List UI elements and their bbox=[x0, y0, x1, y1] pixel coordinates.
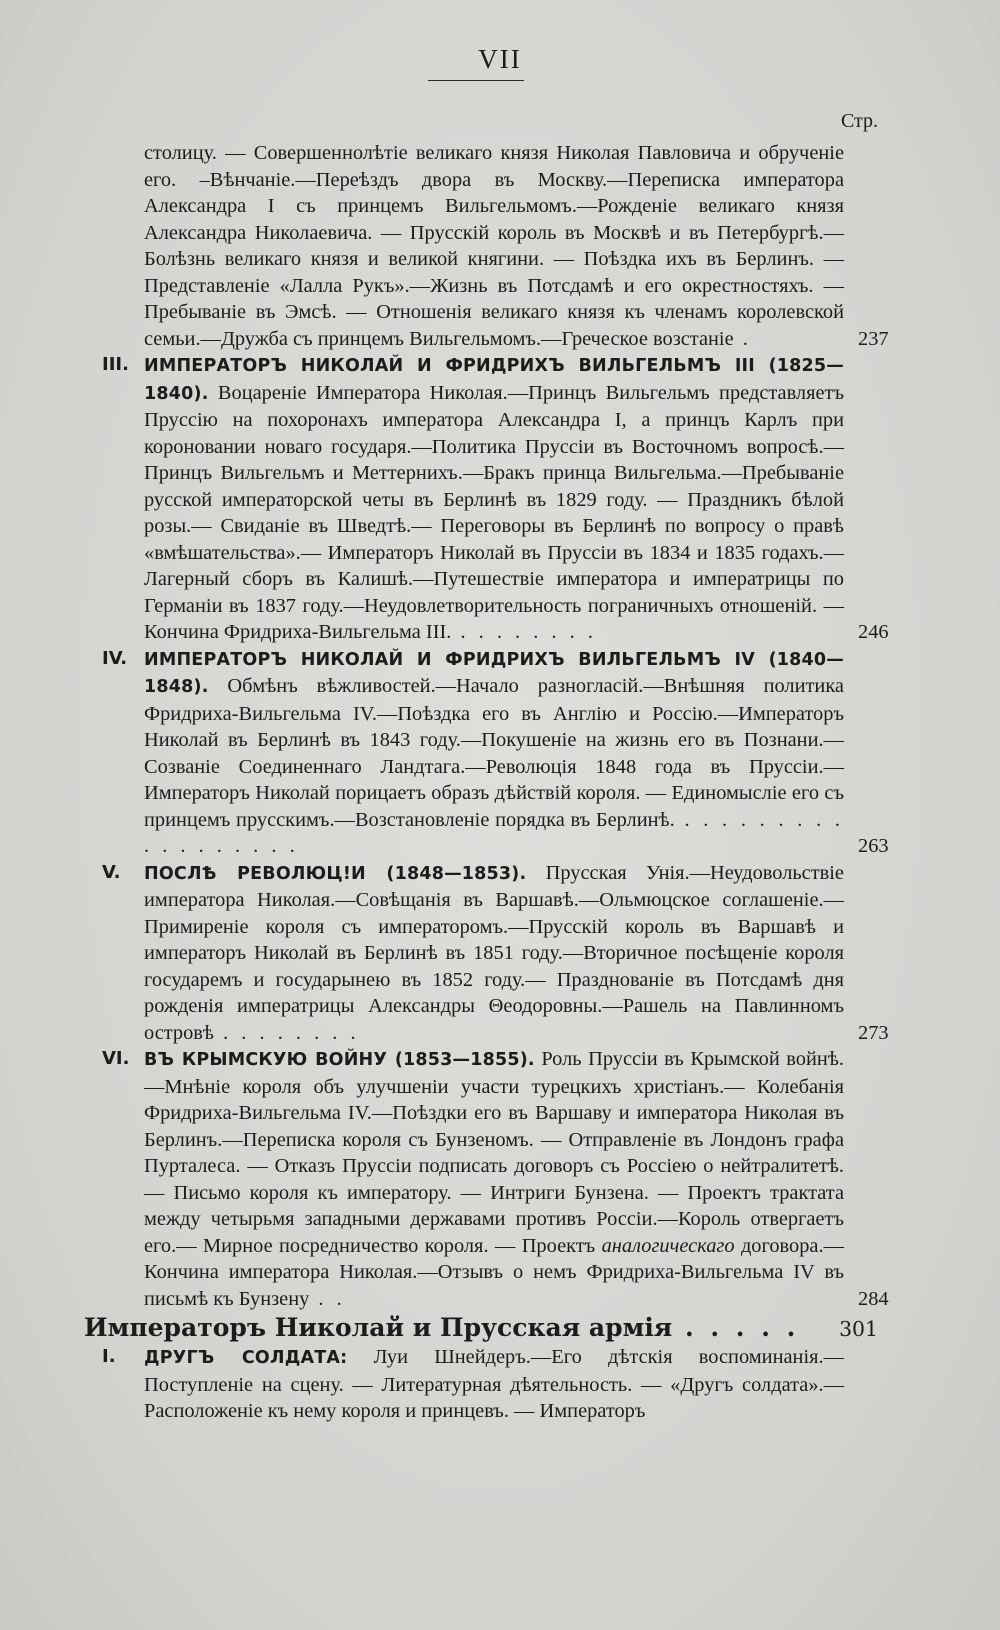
chapter-heading: ИМПЕРАТОРЪ НИКОЛАЙ И ФРИДРИХЪ ВИЛЬГЕЛЬМЪ III (1825—1840). bbox=[144, 356, 844, 404]
page-column-heading: Стр. bbox=[840, 110, 878, 132]
toc-entry bbox=[100, 352, 890, 646]
entry-body: Роль Пруссіи въ Крымской войнѣ.—Мнѣніе короля объ улучшеніи участи турецкихъ христіанъ.— Колебанія Фридриха-Вильгельма IV.—Поѣздки его въ Варшаву и императора Николая въ Берлинъ.—Переписка короля съ Бунзеномъ. — Отправленіе въ Лондонъ графа Пурталеса. — Отказъ Пруссіи подписать договоръ съ Россіею о нейтралитетѣ. — Письмо короля къ императору. — Интриги Бунзена. — Проектъ трактата между четырьмя западными державами противъ Россіи.—Король отвергаетъ его.— Мирное посредничество короля. — Проектъ bbox=[144, 1048, 844, 1257]
dot-leader: . . . . . . . . bbox=[214, 1021, 360, 1044]
entry-body: Прусская Унія.—Неудовольствіе императора Николая.—Совѣщанія въ Варшавѣ.—Ольмюцское соглашеніе.—Примиреніе короля съ императоромъ.—Прусскій король въ Варшавѣ и императоръ Николай въ Берлинѣ въ 1851 году.—Вторичное посѣщеніе короля государемъ и государынею въ 1852 году.— Празднованіе въ Потсдамѣ дня рожденія императрицы Александры Θеодоровны.—Рашель на Павлинномъ островѣ bbox=[144, 861, 844, 1044]
chapter-numeral: IV. bbox=[102, 647, 128, 669]
entry-body: Обмѣнъ вѣжливостей.—Начало разногласій.—Внѣшняя политика Фридриха-Вильгельма IV.—Поѣздка его въ Англію и Россію.—Императоръ Николай въ Берлинѣ въ 1843 году.—Покушеніе на жизнь его въ Познани.—Созваніе Соединеннаго Ландтага.—Революція 1848 года въ Пруссіи.—Императоръ Николай порицаетъ образъ дѣйствій короля. — Единомысліе его съ принцемъ прусскимъ.—Возстановленіе порядка въ Берлинѣ. bbox=[144, 675, 844, 831]
section-title bbox=[84, 1312, 878, 1344]
toc-entry bbox=[100, 860, 890, 1047]
dot-leader: . . . . . . . . bbox=[451, 621, 597, 643]
table-of-contents bbox=[84, 140, 890, 1425]
section-title-text: Императоръ Николай и Прусская армія bbox=[84, 1313, 673, 1342]
page-number: 246 bbox=[858, 621, 889, 643]
entry-text bbox=[144, 1344, 844, 1425]
chapter-numeral: I. bbox=[102, 1346, 116, 1367]
chapter-heading: ВЪ КРЫМСКУЮ ВОЙНУ (1853—1855). bbox=[144, 1050, 535, 1070]
dot-leader: . bbox=[733, 327, 752, 350]
entry-body: Луи Шнейдеръ.—Его дѣтскія воспоминанія.—Поступленіе на сцену. — Литературная дѣятельность. — «Другъ солдата».— Расположеніе къ нему короля и принцевъ. — Императоръ bbox=[144, 1346, 844, 1422]
chapter-heading: ДРУГЪ СОЛДАТА: bbox=[144, 1348, 348, 1368]
dot-leader: . . . . . bbox=[672, 1313, 800, 1342]
entry-text bbox=[144, 140, 889, 352]
entry-body: столицу. — Совершеннолѣтіе великаго князя Николая Павловича и обрученіе его. –Вѣнчаніе.—Переѣздъ двора въ Москву.—Переписка императора Александра I съ принцемъ Вильгельмомъ.—Рожденіе великаго князя Александра Николаевича. — Прусскій король въ Москвѣ и въ Петербургѣ.—Болѣзнь великаго князя и великой княгини. — Поѣздка ихъ въ Берлинъ. — Представленіе «Лалла Рукъ».—Жизнь въ Потсдамѣ и его окрестностяхъ. — Пребываніе въ Эмсѣ. — Отношенія великаго князя къ членамъ королевской семьи.—Дружба съ принцемъ Вильгельмомъ.—Греческое возстаніе bbox=[144, 142, 844, 350]
page-number: 263 bbox=[858, 835, 889, 857]
entry-text bbox=[144, 646, 889, 860]
dot-leader: . . bbox=[309, 1287, 346, 1310]
chapter-numeral: VI. bbox=[102, 1048, 130, 1069]
entry-body: Воцареніе Императора Николая.—Принцъ Вильгельмъ представляетъ Пруссію на похоронахъ императора Александра I, а принцъ Карлъ при короновании новаго государя.—Политика Пруссіи въ Восточномъ вопросѣ.—Принцъ Вильгельмъ и Меттернихъ.—Бракъ принца Вильгельма.—Пребываніе русской императорской четы въ Берлинѣ въ 1829 году. — Праздникъ бѣлой розы.— Свиданіе въ Шведтѣ.— Переговоры въ Берлинѣ по вопросу о правѣ «вмѣшательства».— Императоръ Николай въ Пруссіи въ 1834 и 1835 годахъ.—Лагерный сборъ въ Калишѣ.—Путешествіе императора и императрицы по Германіи въ 1837 году.—Неудовлетворительность пограничныхъ отношеній. — Кончина Фридриха-Вильгельма III. bbox=[144, 381, 844, 643]
chapter-heading: ИМПЕРАТОРЪ НИКОЛАЙ И ФРИДРИХЪ ВИЛЬГЕЛЬМЪ IV (1840—1848). bbox=[144, 649, 844, 697]
entry-text bbox=[144, 1046, 889, 1312]
toc-entry bbox=[100, 1046, 890, 1312]
dot-leader: . . . . . . . . . . . . . . . . . . bbox=[144, 808, 844, 857]
chapter-numeral: III. bbox=[102, 354, 129, 375]
entry-text bbox=[144, 352, 889, 646]
entry-italic-word: аналогическаго bbox=[601, 1234, 735, 1257]
toc-entry bbox=[100, 646, 890, 860]
page-folio: VII bbox=[478, 44, 522, 74]
toc-entry bbox=[100, 1344, 890, 1425]
page-number: 237 bbox=[858, 327, 889, 350]
entry-text bbox=[144, 860, 889, 1047]
chapter-numeral: V. bbox=[102, 861, 121, 883]
entry-body-continued: договора.—Кончина императора Николая.—Отзывъ о немъ Фридриха-Вильгельма IV въ письмѣ къ Бунзену bbox=[144, 1234, 844, 1310]
page-number: 284 bbox=[858, 1287, 889, 1310]
folio-rule bbox=[428, 80, 524, 81]
page-number: 301 bbox=[839, 1316, 878, 1341]
toc-entry bbox=[100, 140, 890, 352]
page-number: 273 bbox=[858, 1021, 889, 1044]
chapter-heading: ПОСЛѢ РЕВОЛЮЦ!И (1848—1853). bbox=[144, 863, 527, 884]
